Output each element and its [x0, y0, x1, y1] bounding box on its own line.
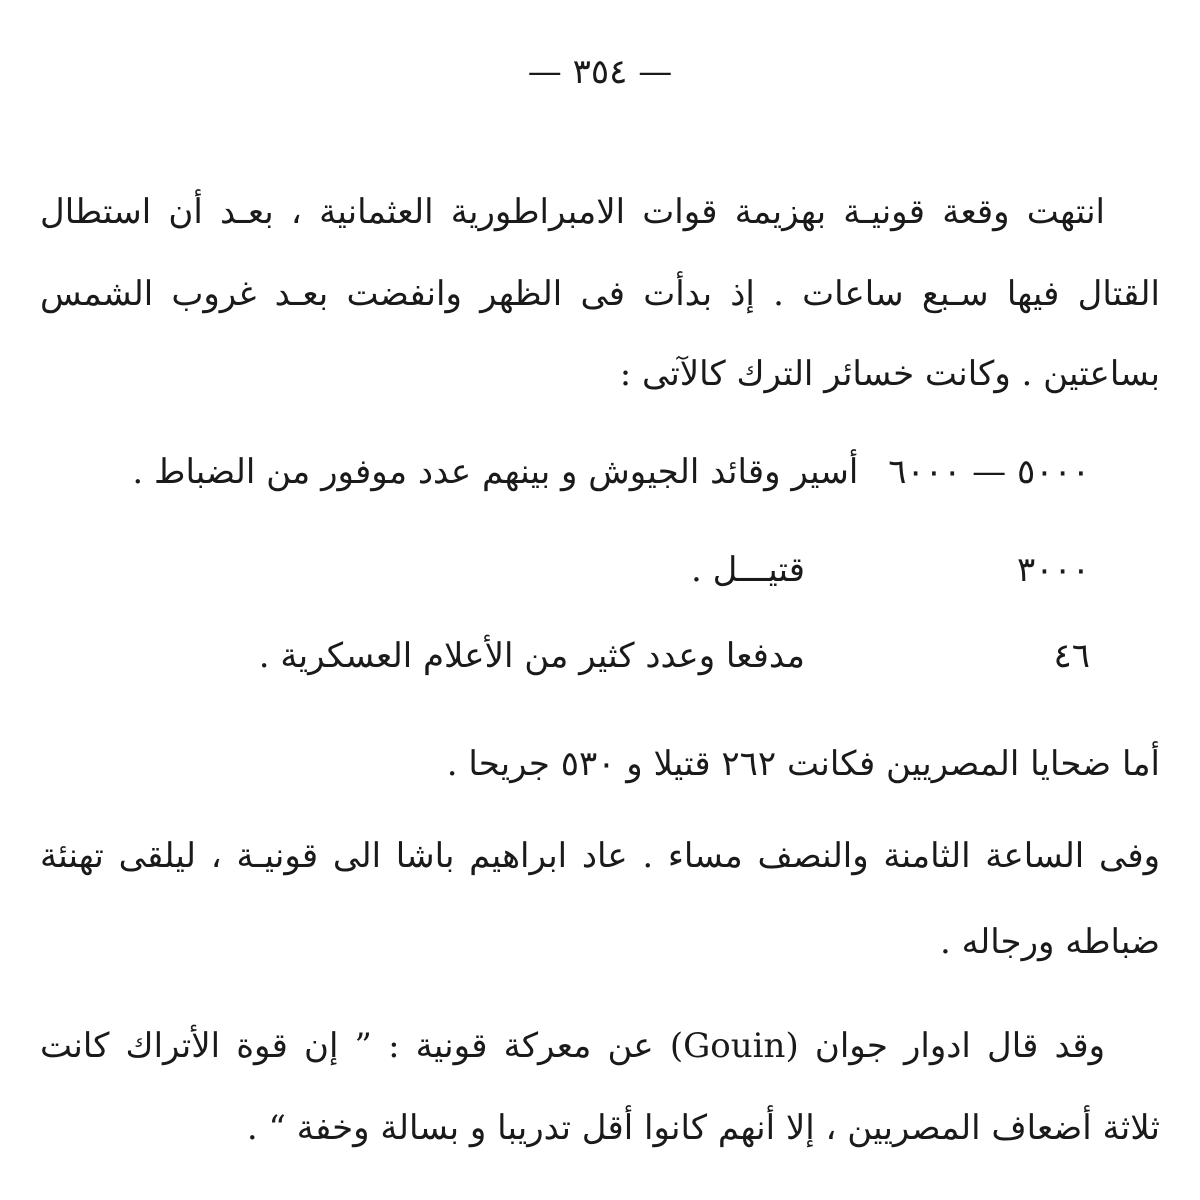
page-number: — ٣٥٤ —	[527, 52, 673, 92]
paragraph-4-line-1: وقد قال ادوار جوان (Gouin) عن معركة قونية : ” إن قوة الأتراك كانت	[40, 1026, 1105, 1066]
paragraph-1-line-2: القتال فيها سـبع ساعات . إذ بدأت فى الظهر وانفضت بعـد غروب الشمس	[40, 274, 1160, 314]
loss-text: قتيـــل .	[690, 550, 805, 590]
paragraph-4-line-2: ثلاثة أضعاف المصريين ، إلا أنهم كانوا أقل تدريبا و بسالة وخفة “ .	[246, 1108, 1160, 1148]
paragraph-1-line-1: انتهت وقعة قونيـة بهزيمة قوات الامبراطورية العثمانية ، بعـد أن استطال	[40, 192, 1105, 232]
paragraph-1-line-3: بساعتين . وكانت خسائر الترك كالآتى :	[619, 354, 1160, 394]
loss-text: مدفعا وعدد كثير من الأعلام العسكرية .	[258, 636, 805, 676]
loss-number: ٥٠٠٠ — ٦٠٠٠	[888, 452, 1090, 492]
paragraph-3-line-1: وفى الساعة الثامنة والنصف مساء . عاد ابراهيم باشا الى قونيـة ، ليلقى تهنئة	[40, 836, 1160, 876]
paragraph-3-line-2: ضباطه ورجاله .	[939, 922, 1160, 962]
loss-number: ٤٦	[1053, 636, 1090, 676]
loss-row-prisoners	[60, 450, 1090, 494]
loss-row-cannons	[60, 634, 1090, 678]
paragraph-2-line-1: أما ضحايا المصريين فكانت ٢٦٢ قتيلا و ٥٣٠ جريحا .	[446, 744, 1160, 784]
loss-text: أسير وقائد الجيوش و بينهم عدد موفور من الضباط .	[132, 452, 859, 492]
loss-number: ٣٠٠٠	[1016, 550, 1090, 590]
loss-row-killed	[60, 548, 1090, 592]
